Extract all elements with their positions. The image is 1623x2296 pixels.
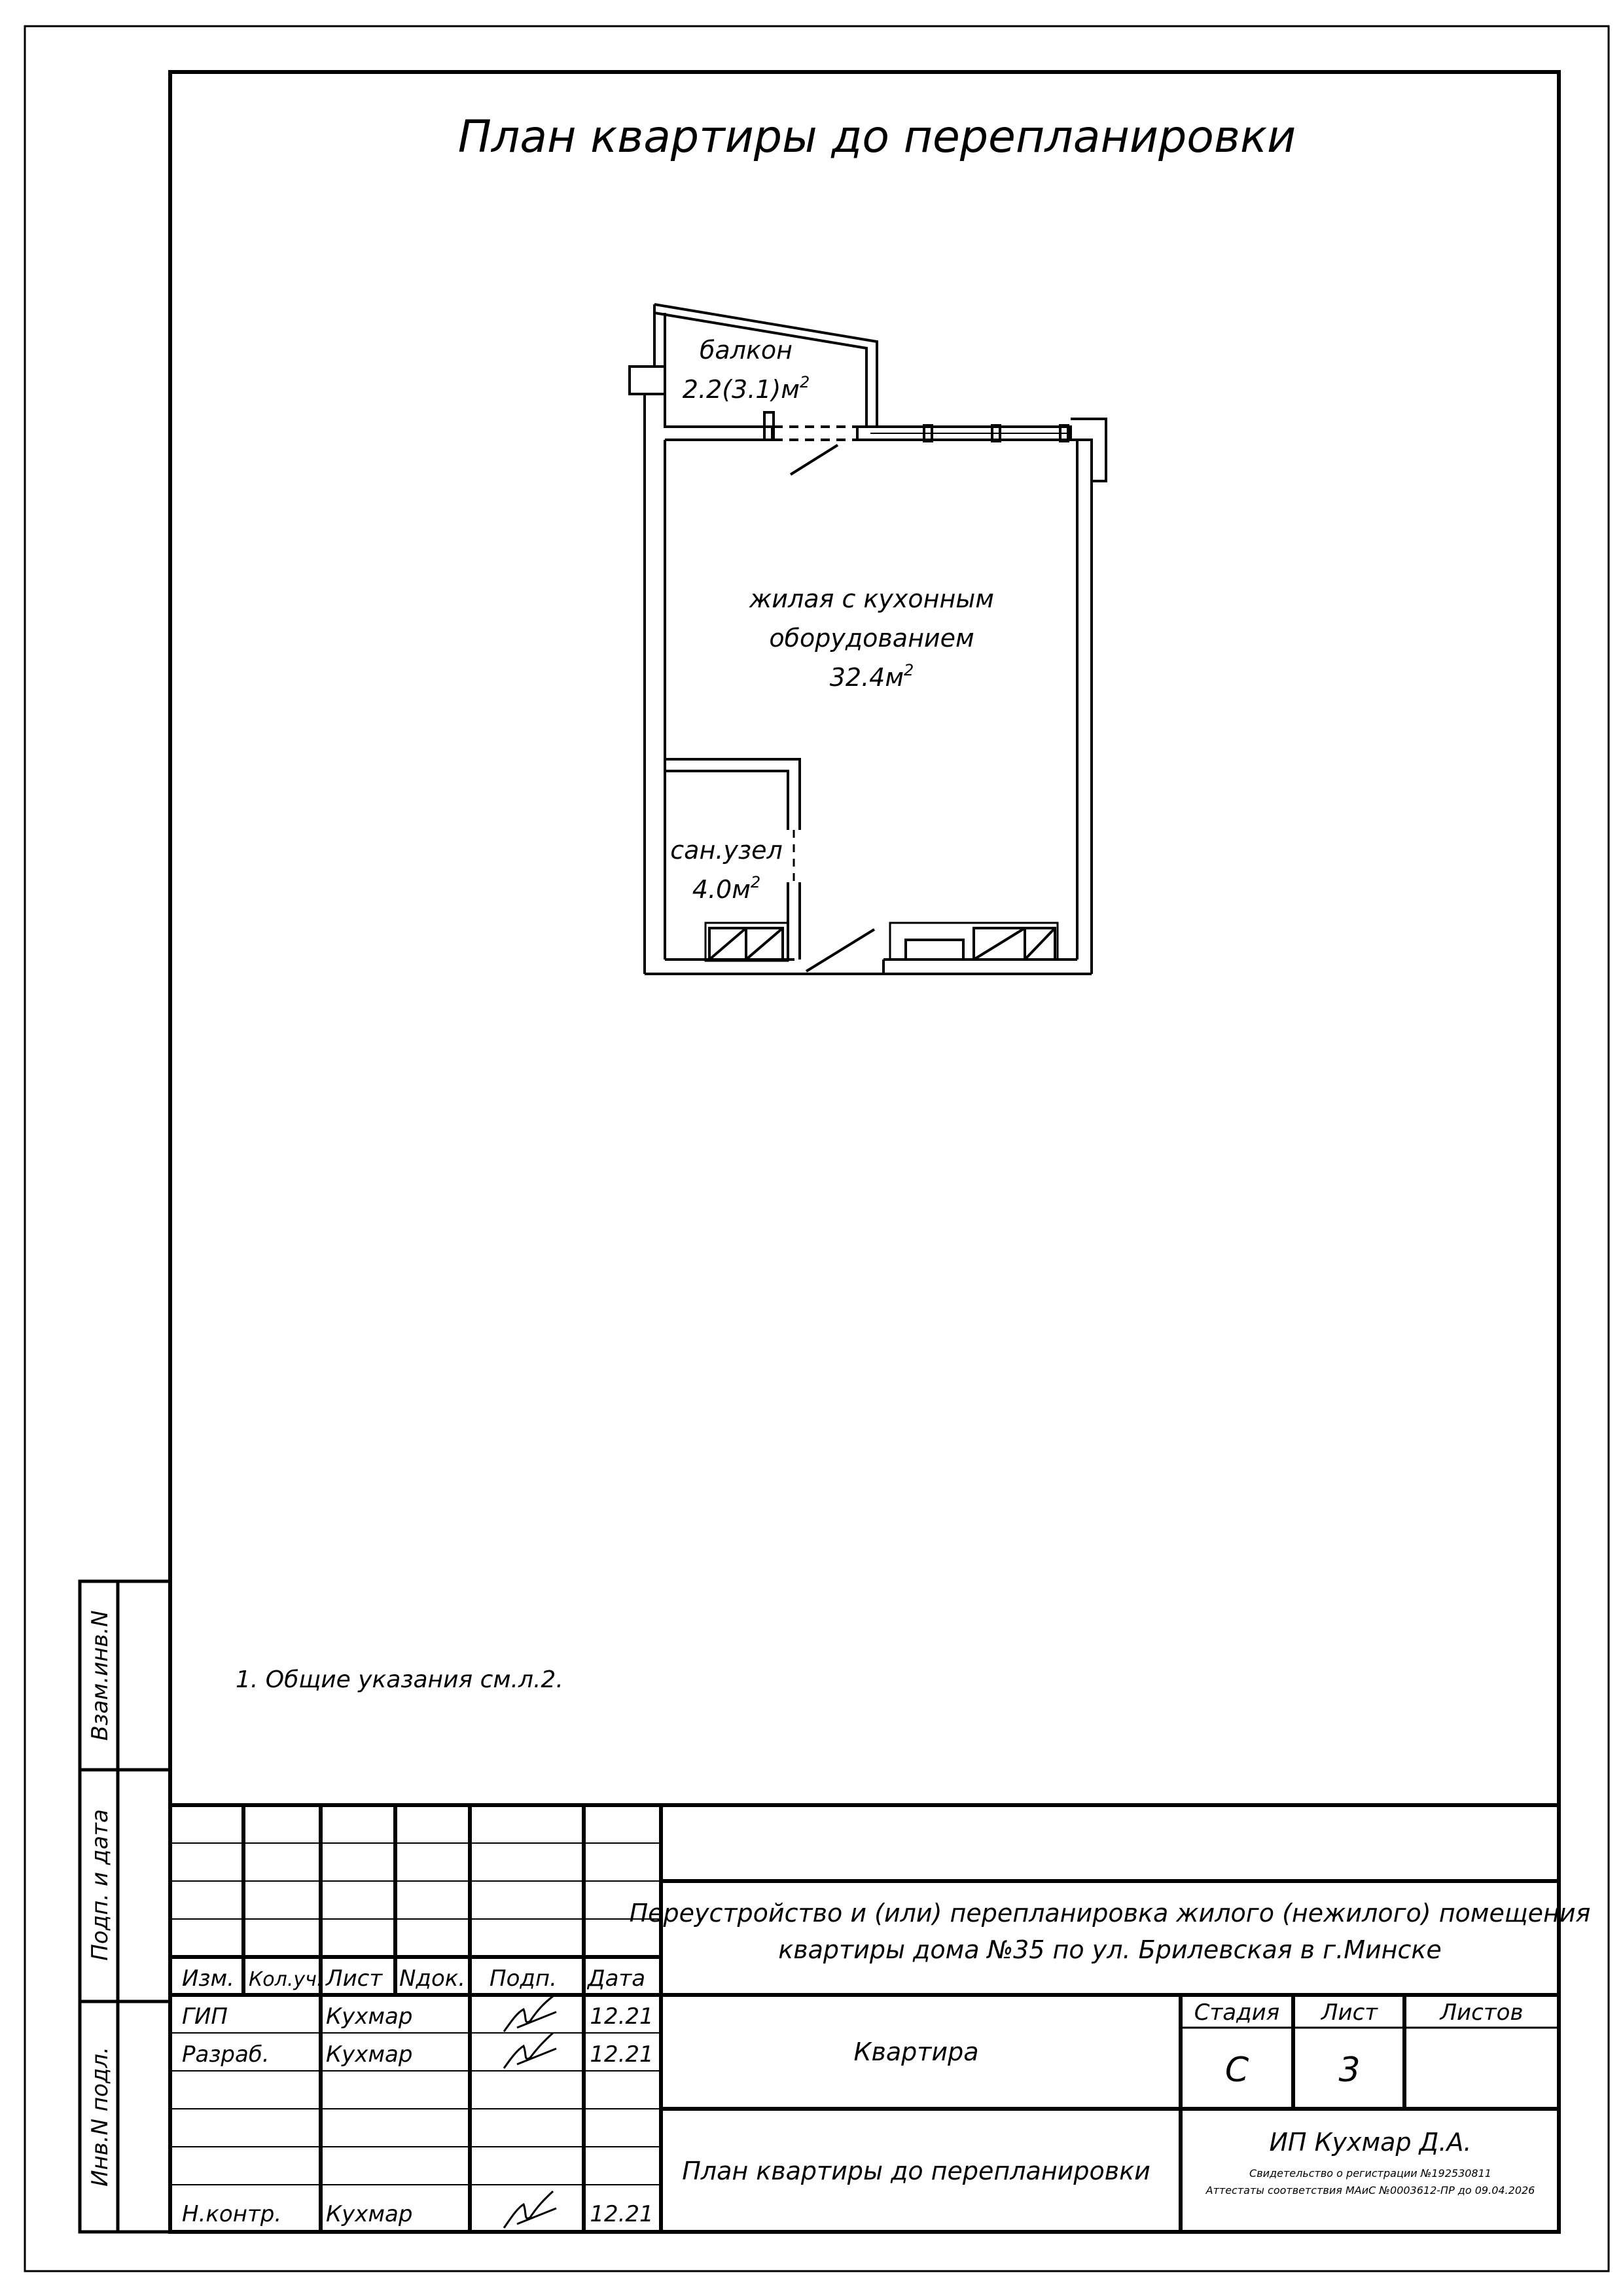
sheet-trim-border [25, 26, 1609, 2271]
name-gip: Кухмар [326, 2003, 413, 2030]
room-label-balcony [683, 336, 810, 404]
role-razrab: Разраб. [182, 2041, 270, 2068]
balcony-parapet [654, 304, 877, 427]
name-nkontr: Кухмар [326, 2201, 413, 2227]
bathroom-area: $4.0м^2$ [692, 873, 761, 904]
sheet-title: План квартиры до перепланировки [457, 111, 1296, 163]
header-izm: Изм. [182, 1965, 234, 1992]
signature-nkontr [504, 2191, 556, 2228]
bathroom-partition-inner [665, 771, 788, 830]
living-name-1: жилая с кухонным [749, 584, 994, 613]
stage-label: Стадия [1194, 2000, 1280, 2026]
living-name-2: оборудованием [769, 624, 974, 653]
org-cert-1: Свидетельство о регистрации №192530811 [1249, 2167, 1491, 2179]
balcony-column [630, 367, 665, 394]
sheets-label: Листов [1440, 2000, 1524, 2026]
entrance-door-leaf [806, 929, 874, 971]
room-label-bathroom [670, 836, 782, 904]
header-ndok: Nдок. [399, 1965, 466, 1992]
project-line-1: Переустройство и (или) перепланировка жилого (нежилого) помещения [629, 1899, 1591, 1928]
date-gip: 12.21 [590, 2003, 654, 2030]
sheet-label: Лист [1321, 2000, 1378, 2026]
org-name: ИП Кухмар Д.А. [1269, 2128, 1472, 2157]
general-note: 1. Общие указания см.л.2. [236, 1666, 563, 1693]
side-label-sign-date: Подп. и дата [87, 1809, 113, 1961]
sheet-name: План квартиры до перепланировки [682, 2157, 1150, 2185]
org-cert-2: Аттестаты соответствия МАиС №0003612-ПР до 09.04.2026 [1205, 2184, 1535, 2197]
kitchen-block [890, 923, 1058, 960]
vent-shaft-bathroom [705, 923, 788, 961]
balcony-name: балкон [699, 336, 793, 365]
living-area: $32.4м^2$ [829, 661, 914, 692]
name-razrab: Кухмар [326, 2041, 413, 2068]
side-label-replace-inv: Взам.инв.N [87, 1610, 113, 1741]
signature-gip [504, 1996, 556, 2032]
balcony-room-wall [665, 419, 772, 440]
room-label-living [749, 584, 994, 692]
signature-razrab [504, 2033, 556, 2068]
bathroom-name: сан.узел [670, 836, 783, 865]
role-nkontr: Н.контр. [182, 2201, 282, 2227]
stage-value: С [1224, 2051, 1249, 2090]
header-podp: Подп. [490, 1965, 557, 1992]
object-name: Квартира [853, 2037, 979, 2066]
sheet-number: 3 [1338, 2051, 1361, 2090]
project-line-2: квартиры дома №35 по ул. Брилевская в г.Минске [778, 1935, 1442, 1964]
balcony-area: $2.2(3.1)м^2$ [682, 373, 810, 404]
role-gip: ГИП [182, 2003, 228, 2030]
date-nkontr: 12.21 [590, 2201, 654, 2227]
side-label-inv-orig: Инв.N подл. [87, 2047, 113, 2187]
balcony-parapet-inner [654, 313, 866, 427]
header-kol-uch: Кол.уч. [249, 1968, 323, 1991]
header-date: Дата [588, 1965, 646, 1992]
date-razrab: 12.21 [590, 2041, 654, 2068]
balcony-door-leaf [791, 445, 838, 475]
header-list: Лист [326, 1965, 383, 1992]
